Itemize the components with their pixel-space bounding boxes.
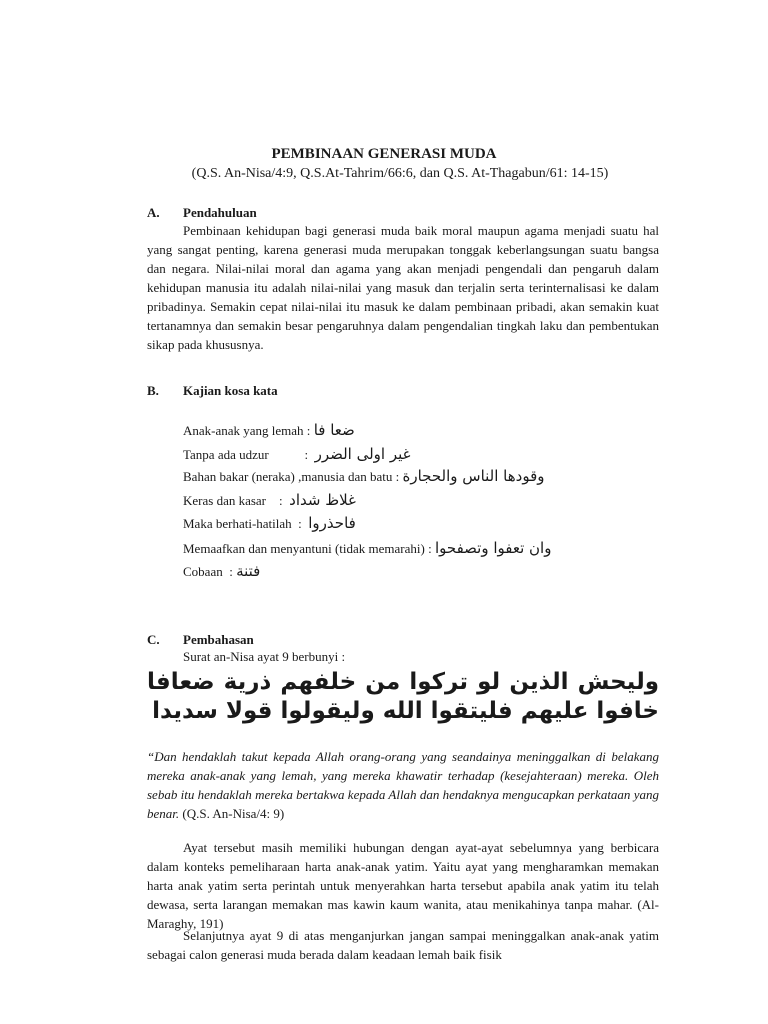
section-b-number: B. [147,383,159,398]
vocab-arabic: غلاظ شداد [289,491,356,509]
document-title: PEMBINAAN GENERASI MUDA [271,146,497,162]
vocab-label: Tanpa ada udzur : [183,447,315,462]
quran-verse: وليحش الذين لو تركوا من خلفهم ذرية ضعافا خافوا عليهم فليتقوا الله وليقولوا قولا سديدا [147,669,659,724]
vocab-item [183,491,356,509]
translation-text: “Dan hendaklah takut kepada Allah orang-orang yang seandainya meninggalkan di belakang mereka anak-anak yang lemah, yang mereka khawatir terhadap (kesejahteraan) mereka. Oleh sebab itu hendaklah mereka bertakwa kepada Allah dan hendaknya mengucapkan perkataan yang benar. [147,749,659,821]
section-a-title: Pendahuluan [183,205,257,220]
vocab-arabic: ضعا فا [313,421,355,439]
vocab-arabic: فتنة [236,562,261,580]
verse-translation [147,747,659,823]
section-a-number: A. [147,205,160,220]
section-b-heading [147,383,278,399]
section-c-paragraph-2 [147,926,659,964]
vocab-item [183,562,260,580]
vocab-label: Cobaan : [183,564,237,579]
paragraph-2-text: Selanjutnya ayat 9 di atas menganjurkan jangan sampai meninggalkan anak-anak yatim sebagai calon generasi muda berada dalam keadaan lemah baik fisik [147,928,659,962]
vocab-label: Memaafkan dan menyantuni (tidak memarahi) : [183,541,435,556]
vocab-arabic: غير اولى الضرر [314,445,411,463]
vocab-label: Maka berhati-hatilah : [183,516,309,531]
vocab-arabic: فاحذروا [308,514,356,532]
section-c-title: Pembahasan [183,632,254,647]
vocab-item [183,539,551,557]
paragraph-1-text: Ayat tersebut masih memiliki hubungan dengan ayat-ayat sebelumnya yang berbicara dalam konteks pemeliharaan harta anak-anak yatim. Yaitu ayat yang mengharamkan memakan harta anak yatim serta perintah untuk menyerahkan harta tersebut apabila anak yatim itu telah dewasa, serta larangan memakan mas kawin kaum wanita, atau menikahinya tanpa mahar. (Al-Maraghy, 191) [147,840,659,931]
section-b-title: Kajian kosa kata [183,383,278,398]
vocab-label: Anak-anak yang lemah : [183,423,314,438]
section-c-heading [147,632,254,648]
vocab-item [183,514,356,532]
section-a-paragraph [147,221,659,354]
vocab-item [183,445,411,463]
vocab-item [183,421,355,439]
section-c-paragraph-1 [147,838,659,933]
vocab-label: Bahan bakar (neraka) ,manusia dan batu : [183,469,403,484]
document-subtitle: (Q.S. An-Nisa/4:9, Q.S.At-Tahrim/66:6, dan Q.S. At-Thagabun/61: 14-15) [191,166,609,181]
section-a-text: Pembinaan kehidupan bagi generasi muda baik moral maupun agama menjadi suatu hal yang sangat penting, karena generasi muda merupakan tonggak keberlangsungan suatu bangsa dan negara. Nilai-nilai moral dan agama yang akan menjadi pengendali dan pengaruh dalam kehidupan manusia itu adalah nilai-nilai yang masuk dan terjalin serta terinternalisasi ke dalam pribadinya. Semakin cepat nilai-nilai itu masuk ke dalam pembinaan pribadi, akan semakin kuat tertanamnya dan semakin besar pengaruhnya dalam pengendalian tingkah laku dan pembentukan sikap pada khususnya. [147,223,659,352]
vocab-item [183,467,545,485]
section-c-number: C. [147,632,160,647]
section-c-intro: Surat an-Nisa ayat 9 berbunyi : [183,649,346,664]
translation-reference: (Q.S. An-Nisa/4: 9) [179,806,285,821]
vocab-arabic: وان تعفوا وتصفحوا [434,539,552,557]
section-a-heading [147,205,257,221]
vocab-label: Keras dan kasar : [183,493,290,508]
vocab-arabic: وقودها الناس والحجارة [402,467,545,485]
